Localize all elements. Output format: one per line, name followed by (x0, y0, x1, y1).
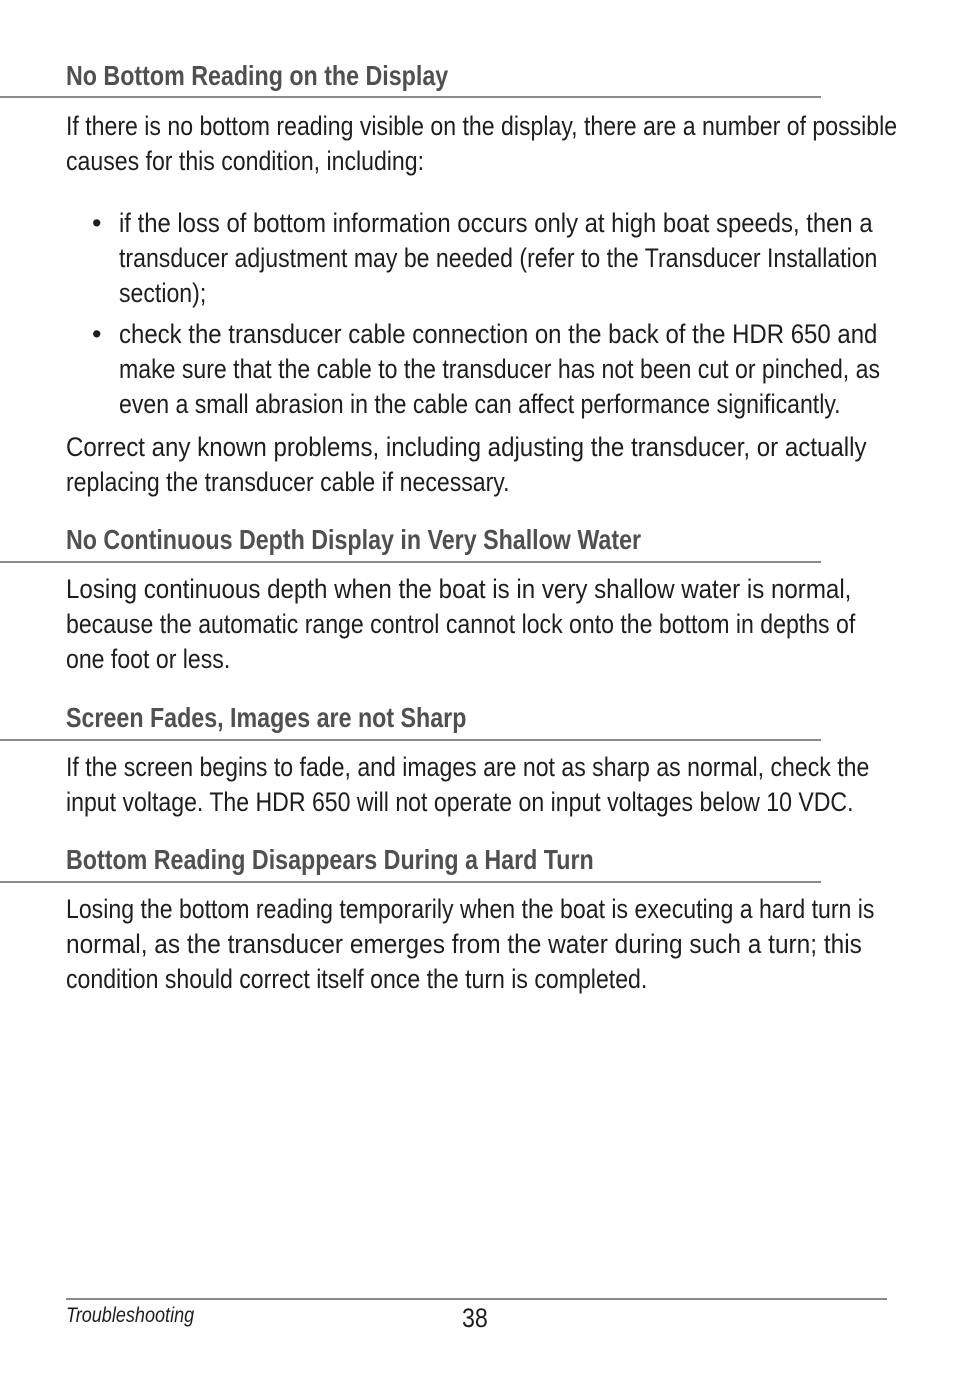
heading-text: No Continuous Depth Display in Very Shallow Water (66, 524, 642, 555)
section-outro (66, 430, 887, 500)
bullet-list (66, 206, 887, 422)
paragraph-line: make sure that the cable to the transducer has not been cut or pinched, as (119, 354, 881, 384)
section-heading (66, 524, 887, 556)
heading-rule (0, 739, 821, 741)
heading-rule (0, 561, 821, 563)
footer-section-label: Troubleshooting (66, 1304, 195, 1327)
heading-text: Screen Fades, Images are not Sharp (66, 702, 467, 733)
paragraph-line: transducer adjustment may be needed (refer to the Transducer Installation (119, 243, 878, 273)
paragraph-line: one foot or less. (66, 644, 231, 674)
section-heading (66, 60, 887, 92)
heading-rule (0, 881, 821, 883)
section-no-bottom-reading (66, 60, 887, 92)
paragraph-line: check the transducer cable connection on the back of the HDR 650 and (119, 319, 878, 349)
heading-text: Bottom Reading Disappears During a Hard Turn (66, 844, 594, 875)
heading-rule (0, 96, 821, 98)
bullet-marker: • (92, 208, 102, 238)
paragraph-line: If the screen begins to fade, and images are not as sharp as normal, check the (66, 752, 870, 782)
section-hard-turn (66, 844, 887, 876)
section-shallow-water (66, 524, 887, 556)
paragraph-line: Correct any known problems, including adjusting the transducer, or actually (66, 432, 867, 462)
list-item (66, 317, 887, 422)
paragraph-line: Losing the bottom reading temporarily when the boat is executing a hard turn is (66, 894, 875, 924)
footer-rule (66, 1298, 887, 1300)
paragraph-line: replacing the transducer cable if necessary. (66, 467, 510, 497)
paragraph-line: if the loss of bottom information occurs only at high boat speeds, then a (119, 208, 873, 238)
section-intro (66, 109, 898, 179)
section-screen-fades (66, 702, 887, 734)
page-number: 38 (462, 1303, 488, 1333)
section-body (66, 892, 887, 997)
section-body (66, 750, 887, 820)
paragraph-line: even a small abrasion in the cable can affect performance significantly. (119, 389, 841, 419)
heading-text: No Bottom Reading on the Display (66, 60, 449, 91)
paragraph-line: because the automatic range control cannot lock onto the bottom in depths of (66, 609, 856, 639)
paragraph-line: section); (119, 278, 207, 308)
bullet-marker: • (92, 319, 102, 349)
paragraph-line: If there is no bottom reading visible on the display, there are a number of possible (66, 111, 898, 141)
list-item (66, 206, 887, 311)
section-heading (66, 844, 887, 876)
section-heading (66, 702, 887, 734)
paragraph-line: Losing continuous depth when the boat is in very shallow water is normal, (66, 574, 852, 604)
paragraph-line: condition should correct itself once the turn is completed. (66, 964, 648, 994)
section-body (66, 572, 887, 677)
paragraph-line: causes for this condition, including: (66, 146, 425, 176)
paragraph-line: input voltage. The HDR 650 will not operate on input voltages below 10 VDC. (66, 787, 854, 817)
paragraph-line: normal, as the transducer emerges from the water during such a turn; this (66, 929, 862, 959)
